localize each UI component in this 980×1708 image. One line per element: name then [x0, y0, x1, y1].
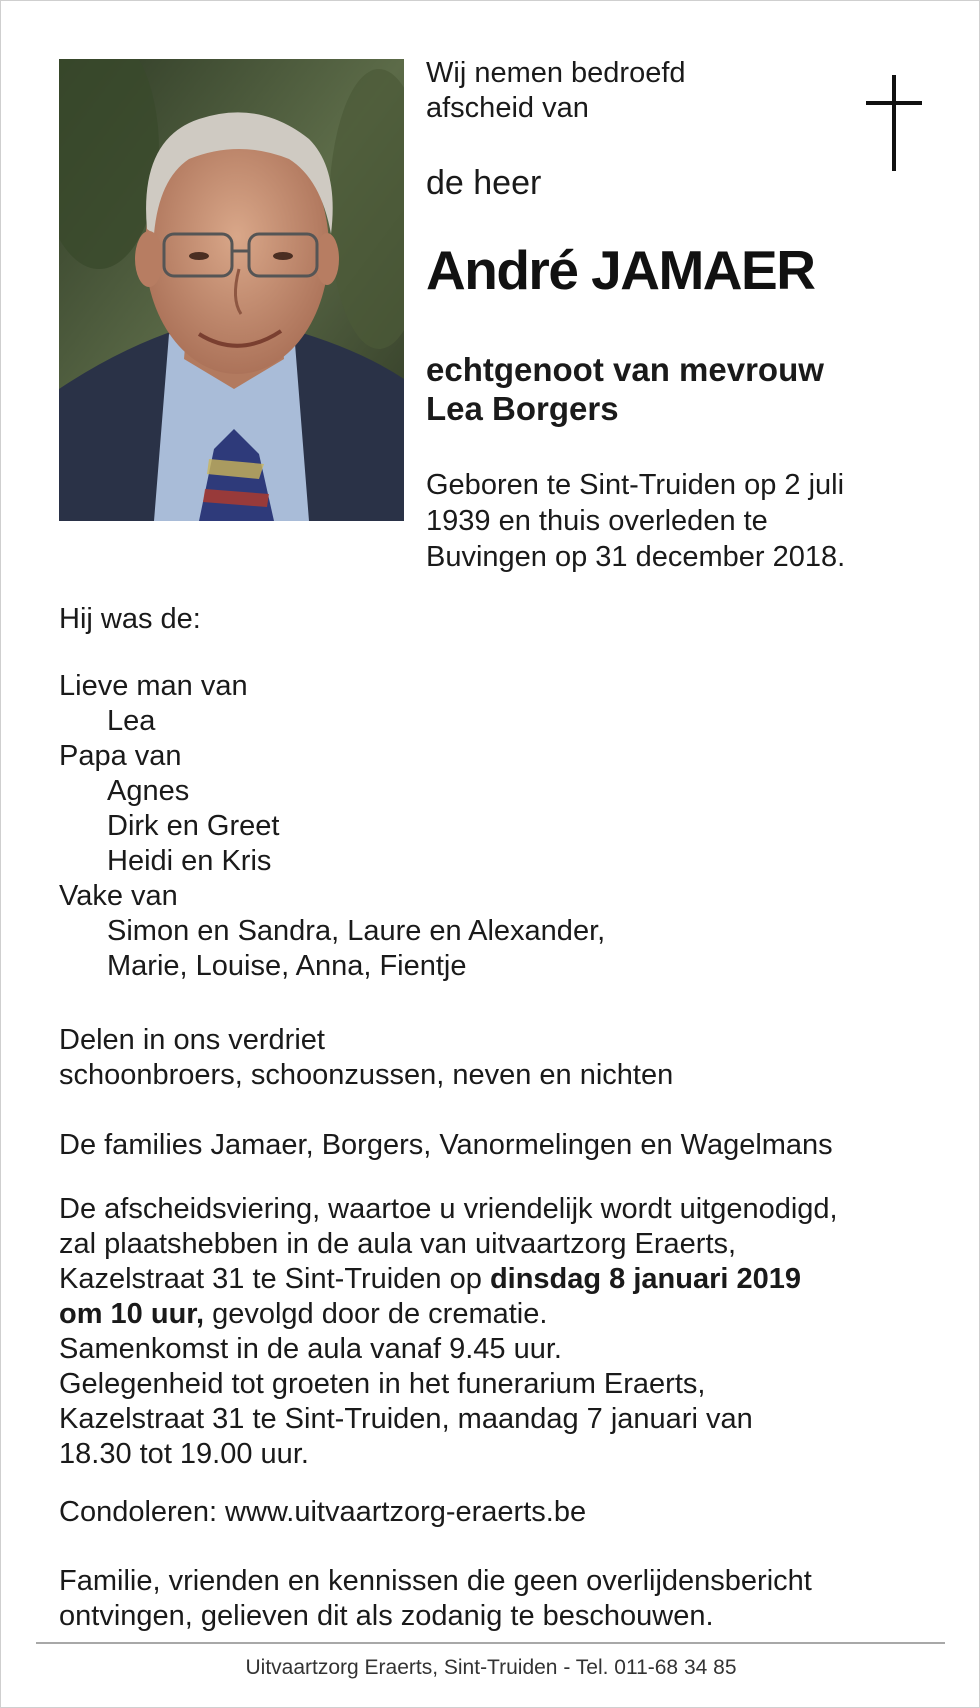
papa-label: Papa van	[59, 740, 182, 772]
vake-label: Vake van	[59, 880, 178, 912]
grandchildren-item: Marie, Louise, Anna, Fientje	[107, 950, 467, 982]
intro-text: Wij nemen bedroefd afscheid van	[426, 57, 686, 124]
title-honorific: de heer	[426, 164, 542, 202]
sharing-text: Delen in ons verdriet schoonbroers, schoonzussen, neven en nichten	[59, 1024, 674, 1091]
ceremony-date: dinsdag 8 januari 2019	[489, 1263, 802, 1295]
deceased-name: André JAMAER	[426, 239, 815, 301]
husband-of: Lea	[107, 705, 156, 737]
condolences-link[interactable]: Condoleren: www.uitvaartzorg-eraerts.be	[59, 1496, 587, 1528]
birth-death-text: Geboren te Sint-Truiden op 2 juli 1939 en thuis overleden te Buvingen op 31 december 2018.	[426, 469, 846, 573]
child-item: Agnes	[107, 775, 190, 807]
portrait-photo	[59, 59, 404, 521]
spouse-text: echtgenoot van mevrouw Lea Borgers	[426, 351, 824, 427]
grandchildren-item: Simon en Sandra, Laure en Alexander,	[107, 915, 606, 947]
ceremony-text: De afscheidsviering, waartoe u vriendelijk wordt uitgenodigd, zal plaatshebben in de aula van uitvaartzorg Eraerts, Kazelstraat 31 te Sint-Truiden op dinsdag 8 januari 2019 om 10 uur, gevolgd door de crematie. Samenkomst in de aula vanaf 9.45 uur. Gelegenheid tot groeten in het funerarium Eraerts, Kazelstraat 31 te Sint-Truiden, maandag 7 januari van 18.30 tot 19.00 uur.	[59, 1193, 838, 1470]
footer-contact: Uitvaartzorg Eraerts, Sint-Truiden - Tel. 011-68 34 85	[245, 1656, 737, 1679]
portrait-illustration	[59, 59, 404, 521]
ceremony-time: om 10 uur,	[59, 1298, 205, 1330]
notice-text: Familie, vrienden en kennissen die geen overlijdensbericht ontvingen, gelieven dit als zodanig te beschouwen.	[59, 1565, 812, 1632]
family-list	[59, 669, 605, 984]
families-text: De families Jamaer, Borgers, Vanormelingen en Wagelmans	[59, 1129, 833, 1161]
child-item: Dirk en Greet	[107, 810, 280, 842]
husband-label: Lieve man van	[59, 670, 248, 702]
child-item: Heidi en Kris	[107, 845, 272, 877]
cross-icon	[866, 75, 922, 171]
family-heading: Hij was de:	[59, 603, 201, 635]
footer-divider	[36, 1642, 945, 1644]
